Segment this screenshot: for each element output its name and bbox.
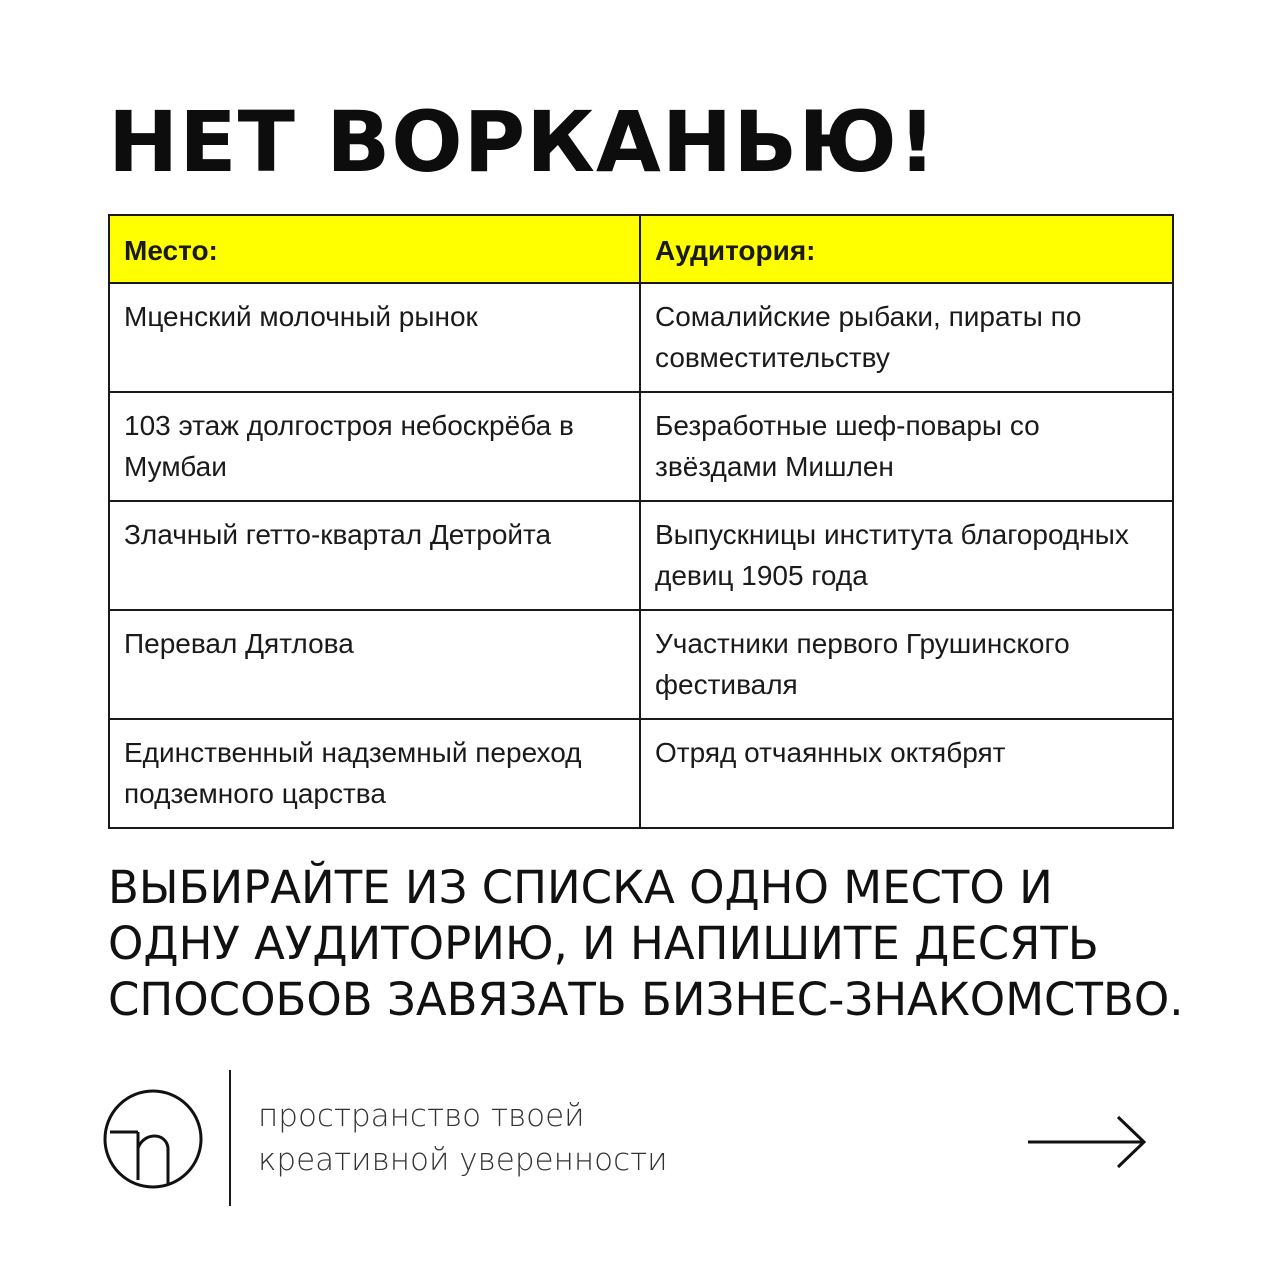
tagline-line: креативной уверенности <box>258 1142 668 1178</box>
column-header-audience: Аудитория: <box>640 215 1173 283</box>
audience-cell: Сомалийские рыбаки, пираты по совместительству <box>640 283 1173 392</box>
page-title: НЕТ ВОРКАНЬЮ! <box>108 93 938 191</box>
table-row <box>109 610 1173 719</box>
brand-logo-icon <box>102 1088 204 1190</box>
table-row <box>109 283 1173 392</box>
audience-cell: Отряд отчаянных октябрят <box>640 719 1173 828</box>
column-header-place: Место: <box>109 215 640 283</box>
table-header-row <box>109 215 1173 283</box>
table-row <box>109 719 1173 828</box>
audience-cell: Участники первого Грушинского фестиваля <box>640 610 1173 719</box>
tagline-line: пространство твоей <box>258 1098 585 1134</box>
footer-divider <box>229 1070 231 1206</box>
table-row <box>109 392 1173 501</box>
place-cell: Мценский молочный рынок <box>109 283 640 392</box>
brand-tagline <box>258 1094 668 1182</box>
arrow-right-icon[interactable] <box>1026 1112 1150 1172</box>
place-cell: Перевал Дятлова <box>109 610 640 719</box>
table-row <box>109 501 1173 610</box>
audience-cell: Выпускницы института благородных девиц 1905 года <box>640 501 1173 610</box>
place-cell: 103 этаж долгостроя небоскрёба в Мумбаи <box>109 392 640 501</box>
place-cell: Единственный надземный переход подземного царства <box>109 719 640 828</box>
audience-cell: Безработные шеф-повары со звёздами Мишлен <box>640 392 1173 501</box>
place-cell: Злачный гетто-квартал Детройта <box>109 501 640 610</box>
task-instruction: ВЫБИРАЙТЕ ИЗ СПИСКА ОДНО МЕСТО И ОДНУ АУДИТОРИЮ, И НАПИШИТЕ ДЕСЯТЬ СПОСОБОВ ЗАВЯЗАТЬ БИЗНЕС-ЗНАКОМСТВО. <box>108 861 1184 1026</box>
ideas-table <box>108 214 1174 829</box>
